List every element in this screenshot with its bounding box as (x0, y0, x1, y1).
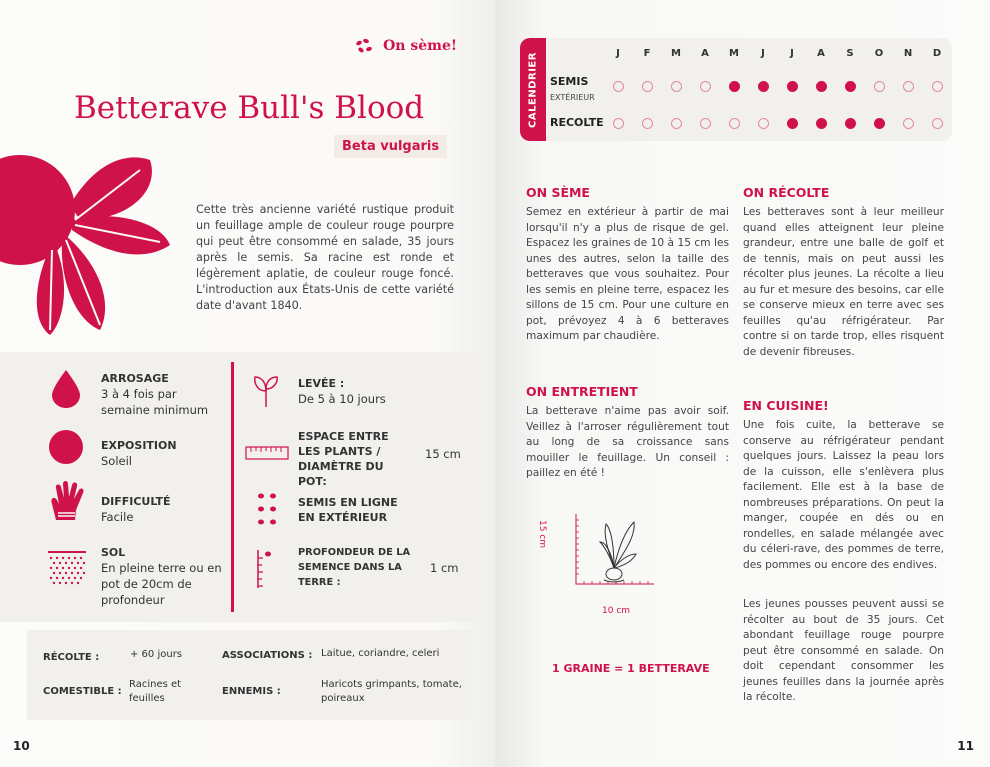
spacing-diagram (548, 510, 658, 620)
semis-row-sub: EXTÉRIEUR (550, 93, 595, 102)
glove-icon (48, 480, 88, 522)
semis-row-label: SEMIS (550, 75, 589, 88)
en-cuisine-text-2: Les jeunes pousses peuvent aussi se récolter au bout de 35 jours. Cet abondant feuillage rouge pourpre peut être consommé en salade. On doit cependant consommer les jeunes feuilles dans la journée après la récolte. (743, 598, 944, 703)
calendar-month-5: M (729, 48, 739, 59)
intro-text: Cette très ancienne variété rustique produit un feuillage ample de couleur rouge pourpre qui peut être consommé en salade, 35 jours après le semis. Sa racine est ronde et légèrement aplatie, de couleur rouge foncé. L'introduction aux États-Unis de cette variété date d'avant 1840. (196, 203, 454, 312)
page-number-left: 10 (13, 739, 30, 753)
info-divider (231, 362, 234, 612)
semis-dot-2 (642, 81, 653, 92)
difficulte-item (101, 494, 226, 525)
semis-dot-12 (932, 81, 943, 92)
levee-label: LEVÉE : (298, 377, 345, 390)
difficulte-value: Facile (101, 510, 134, 524)
summary-panel (27, 630, 472, 720)
recolte-dot-1 (613, 118, 624, 129)
difficulte-label: DIFFICULTÉ (101, 495, 171, 508)
calendar (520, 38, 952, 141)
semis-dot-3 (671, 81, 682, 92)
water-drop-icon (52, 370, 80, 408)
sprout-icon (253, 375, 279, 407)
exposition-item (101, 438, 226, 469)
espace-value: 15 cm (425, 447, 461, 461)
calendar-month-7: J (790, 48, 794, 59)
semis-dot-6 (758, 81, 769, 92)
seed-icon (355, 38, 377, 54)
calendar-month-8: A (817, 48, 825, 59)
semis-ligne-item (298, 495, 408, 525)
associations-value: Laitue, coriandre, celeri (321, 648, 440, 659)
arrosage-label: ARROSAGE (101, 372, 169, 385)
section-tag-label: On sème! (383, 38, 457, 54)
diagram-width-label: 10 cm (602, 606, 631, 616)
recolte-dot-6 (758, 118, 769, 129)
calendar-month-12: D (932, 48, 942, 59)
recolte-dot-3 (671, 118, 682, 129)
semis-dot-4 (700, 81, 711, 92)
seed-rows-icon (256, 492, 278, 526)
recolte-dot-8 (816, 118, 827, 129)
semis-dot-10 (874, 81, 885, 92)
ruler-icon (245, 446, 289, 460)
recolte-dot-12 (932, 118, 943, 129)
calendar-month-6: J (761, 48, 765, 59)
semis-dot-5 (729, 81, 740, 92)
depth-gauge-icon (255, 548, 277, 590)
recolte-dot-9 (845, 118, 856, 129)
beet-illustration (0, 150, 180, 340)
calendar-month-2: F (643, 48, 651, 59)
page-title: Betterave Bull's Blood (74, 90, 425, 126)
profondeur-value: 1 cm (430, 561, 459, 575)
semis-dot-11 (903, 81, 914, 92)
ennemis-label: ENNEMIS : (222, 686, 281, 697)
page-number-right: 11 (957, 739, 974, 753)
levee-value: De 5 à 10 jours (298, 392, 386, 406)
recolte-label: RÉCOLTE : (43, 652, 100, 663)
on-recolte-text: Les betteraves sont à leur meilleur quand elles atteignent leur pleine grandeur, entre une balle de golf et de tennis, mais on peut aussi les récolter plus jeunes. La récolte a lieu au fur et mesure des besoins, car elle se conserve mieux en terre avec ses feuilles qu'au réfrigérateur. Par contre si on tarde trop, elles risquent de devenir fibreuses. (743, 206, 944, 358)
espace-item (298, 429, 413, 489)
calendar-month-1: J (616, 48, 620, 59)
on-entretient-title: ON ENTRETIENT (526, 384, 638, 399)
calendar-side-label: CALENDRIER (527, 51, 539, 128)
profondeur-label: PROFONDEUR DE LA SEMENCE DANS LA TERRE : (298, 547, 411, 588)
on-entretient-text: La betterave n'aime pas avoir soif. Veillez à l'arroser régulièrement tout au long de sa croissance sans mouiller le feuillage. Un conseil : paillez en été ! (526, 405, 729, 479)
latin-name: Beta vulgaris (334, 135, 447, 158)
recolte-row-label: RECOLTE (550, 116, 604, 129)
profondeur-item (298, 545, 413, 590)
comestible-label: COMESTIBLE : (43, 686, 122, 697)
recolte-dot-7 (787, 118, 798, 129)
calendar-month-4: A (701, 48, 709, 59)
arrosage-item (101, 371, 226, 418)
espace-label: ESPACE ENTRE LES PLANTS / DIAMÈTRE DU POT: (298, 430, 389, 488)
ennemis-value: Haricots grimpants, tomate, poireaux (321, 679, 462, 704)
exposition-value: Soleil (101, 454, 132, 468)
associations-label: ASSOCIATIONS : (222, 650, 313, 661)
on-recolte-title: ON RÉCOLTE (743, 185, 830, 200)
calendar-month-11: N (903, 48, 913, 59)
recolte-dot-4 (700, 118, 711, 129)
en-cuisine-title: EN CUISINE! (743, 398, 829, 413)
semis-dot-8 (816, 81, 827, 92)
sol-item (101, 545, 226, 608)
calendar-month-9: S (846, 48, 854, 59)
diagram-height-label: 15 cm (537, 520, 547, 549)
on-seme-text: Semez en extérieur à partir de mai lorsqu'il n'y a plus de risque de gel. Espacez les graines de 10 à 15 cm les unes des autres, selon la taille des betteraves que vous souhaitez. Pour les semis en pleine terre, espacez les sillons de 15 cm. Pour une culture en pot, prévoyez 4 à 6 betteraves maximum par chaudière. (526, 206, 729, 342)
sol-value: En pleine terre ou en pot de 20cm de profondeur (101, 561, 222, 607)
en-cuisine-text-1: Une fois cuite, la betterave se conserve au réfrigérateur pendant quelques jours. Laissez la peau lors de la cuisson, elle s'enlèvera plus facilement. Elle est à la base de nombreuses préparations. On peut la manger, coupée en dés ou en rondelles, en salade mélangée avec du céleri-rave, des pommes de terre, des pommes ou encore des endives. (743, 419, 944, 571)
on-seme-title: ON SÈME (526, 185, 590, 200)
semis-dot-7 (787, 81, 798, 92)
sol-label: SOL (101, 546, 126, 559)
recolte-dot-2 (642, 118, 653, 129)
profondeur-value-wrap (430, 560, 459, 576)
soil-icon (48, 551, 86, 585)
section-tag (355, 38, 457, 54)
arrosage-value: 3 à 4 fois par semaine minimum (101, 387, 209, 417)
recolte-value: + 60 jours (130, 649, 183, 660)
sun-icon (49, 430, 83, 464)
semis-dot-1 (613, 81, 624, 92)
semis-ligne-label: SEMIS EN LIGNE EN EXTÉRIEUR (298, 496, 398, 524)
graine-note: 1 GRAINE = 1 BETTERAVE (552, 662, 710, 675)
semis-dot-9 (845, 81, 856, 92)
calendar-month-10: O (874, 48, 884, 59)
calendar-month-3: M (671, 48, 681, 59)
recolte-dot-5 (729, 118, 740, 129)
comestible-value: Racines et feuilles (129, 679, 182, 704)
calendar-side-tab (520, 38, 546, 141)
exposition-label: EXPOSITION (101, 439, 177, 452)
levee-item (298, 376, 468, 407)
recolte-dot-11 (903, 118, 914, 129)
espace-value-wrap (425, 446, 461, 462)
recolte-dot-10 (874, 118, 885, 129)
